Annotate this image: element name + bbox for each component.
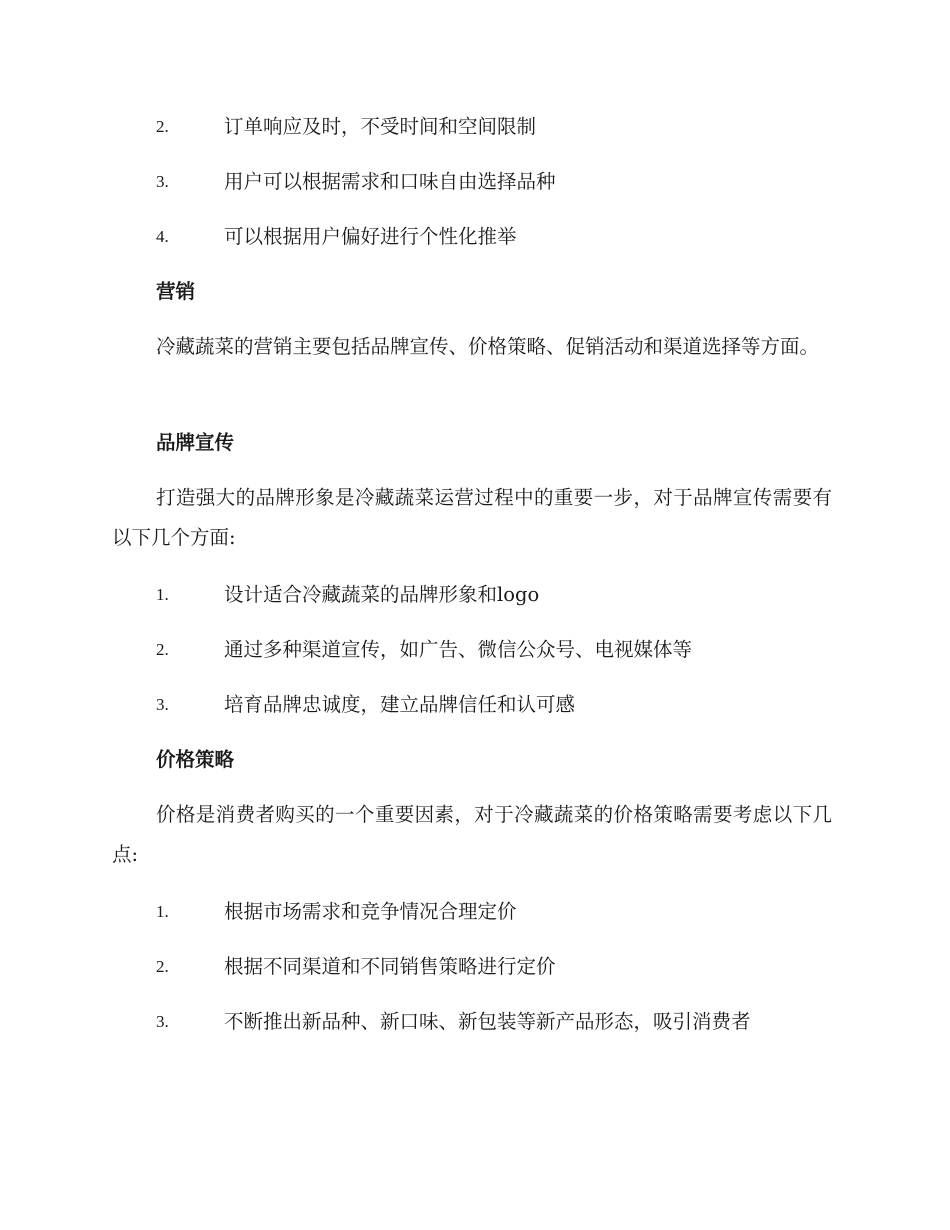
list-number: 2. (156, 957, 169, 976)
list-text: 根据不同渠道和不同销售策略进行定价 (224, 955, 556, 978)
pricing-paragraph: 价格是消费者购买的一个重要因素，对于冷藏蔬菜的价格策略需要考虑以下几点: (112, 803, 832, 866)
list-number: 4. (156, 227, 169, 246)
list-text: 根据市场需求和竞争情况合理定价 (224, 900, 517, 923)
list-number: 1. (156, 902, 169, 921)
brand-paragraph: 打造强大的品牌形象是冷藏蔬菜运营过程中的重要一步，对于品牌宣传需要有以下几个方面: (112, 486, 832, 549)
list-number: 3. (156, 1012, 169, 1031)
section-heading-brand: 品牌宣传 (156, 431, 235, 454)
list-number: 3. (156, 172, 169, 191)
section-heading-pricing: 价格策略 (156, 748, 235, 771)
list-text: 用户可以根据需求和口味自由选择品种 (224, 170, 556, 193)
marketing-paragraph: 冷藏蔬菜的营销主要包括品牌宣传、价格策略、促销活动和渠道选择等方面。 (156, 335, 820, 358)
list-item (0, 167, 950, 197)
list-text: 培育品牌忠诚度，建立品牌信任和认可感 (224, 693, 576, 716)
list-number: 3. (156, 695, 169, 714)
section-heading-marketing: 营销 (156, 280, 196, 303)
list-number: 2. (156, 117, 169, 136)
list-item (0, 112, 950, 142)
list-item (0, 690, 950, 720)
list-item (0, 897, 950, 927)
list-item (0, 580, 950, 610)
list-text: 订单响应及时，不受时间和空间限制 (224, 115, 537, 138)
list-text: 不断推出新品种、新口味、新包装等新产品形态，吸引消费者 (224, 1010, 751, 1033)
list-text: 可以根据用户偏好进行个性化推举 (224, 225, 517, 248)
list-text: 设计适合冷藏蔬菜的品牌形象和logo (224, 583, 540, 606)
list-item (0, 952, 950, 982)
list-text: 通过多种渠道宣传，如广告、微信公众号、电视媒体等 (224, 638, 693, 661)
list-number: 1. (156, 585, 169, 604)
list-item (0, 635, 950, 665)
list-number: 2. (156, 640, 169, 659)
list-item (0, 222, 950, 252)
list-item (0, 1007, 950, 1037)
